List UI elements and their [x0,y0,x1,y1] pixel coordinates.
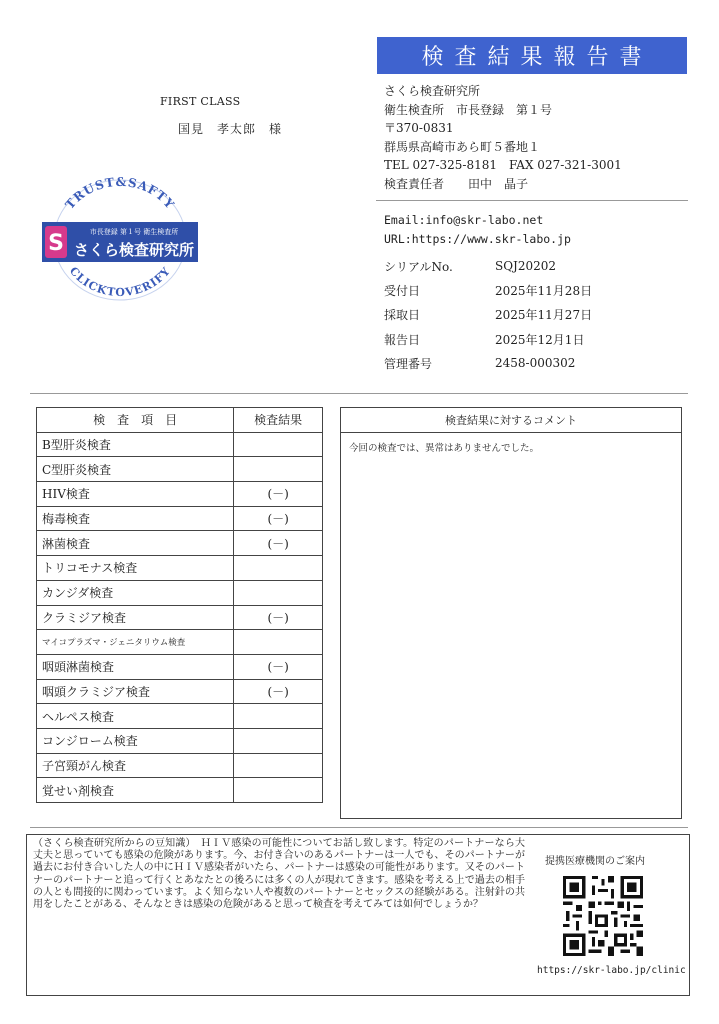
test-name: 咽頭クラミジア検査 [37,679,234,704]
lab-postal: 〒370-0831 [384,121,454,135]
meta-label: 採取日 [384,308,421,323]
recipient-class: FIRST CLASS [160,95,241,108]
table-row [37,531,323,556]
lab-logo [40,176,200,304]
test-result: (－) [234,679,323,704]
test-name: 梅毒検査 [37,506,234,531]
lab-name: さくら検査研究所 [384,84,481,98]
test-name: カンジダ検査 [37,580,234,605]
table-row [37,556,323,581]
header-test-item: 検 査 項 目 [37,408,234,433]
test-result [234,728,323,753]
test-result: (－) [234,605,323,630]
test-name: HIV検査 [37,482,234,507]
clinic-url[interactable]: https://skr-labo.jp/clinic [537,965,686,976]
table-row [37,778,323,803]
test-result [234,778,323,803]
meta-label: シリアルNo. [384,259,453,274]
test-result: (－) [234,506,323,531]
test-result [234,457,323,482]
recipient-name: 国見 孝太郎 様 [178,122,283,136]
test-name: C型肝炎検査 [37,457,234,482]
test-name: 淋菌検査 [37,531,234,556]
meta-value: 2458-000302 [495,356,576,371]
test-name: B型肝炎検査 [37,432,234,457]
logo-main-text: さくら検査研究所 [73,241,195,259]
lab-url[interactable]: URL:https://www.skr-labo.jp [384,232,571,246]
meta-row-collected [384,303,592,327]
qr-code-icon[interactable] [563,876,643,956]
svg-text:TRUST&SAFTY [63,176,178,212]
table-row [37,654,323,679]
meta-value: SQJ20202 [495,259,557,274]
meta-label: 報告日 [384,332,421,347]
logo-bottom-arc-text: CLICKTOVERIFY [66,264,174,300]
table-row [37,580,323,605]
clinic-label: 提携医療機関のご案内 [545,856,645,867]
contact-info [384,211,571,249]
logo-sub-text: 市長登録 第１号 衛生検査所 [89,228,179,236]
meta-value: 2025年12月1日 [495,332,585,347]
trivia-text: （さくら検査研究所からの豆知識） ＨＩＶ感染の可能性についてお話し致します。特定のパートナーなら大丈夫と思っていても感染の危険があります。今、お付き合いのあるパートナーは一人でも、そのパートナーが過去にお付き合いした人の中にＨＩＶ感染者がいたら、パートナーは感染の可能性があります。又そのパートナーのパートナーと追って行くとあなたとの後ろには多くの人が現れてきます。感染を考える上で過去の相手の人とも間接的に関わっています。よく知らない人や複数のパートナーとセックスの経験がある。注射針の共用をしたことがある、そんなときは感染の危険があると思って検査を考えてみては如何でしょうか？ [33,838,525,911]
lab-address: 群馬県高崎市あら町５番地１ [384,139,541,154]
meta-row-serial [384,254,592,278]
test-result [234,580,323,605]
lab-info [384,82,622,193]
test-name: 咽頭淋菌検査 [37,654,234,679]
meta-label: 受付日 [384,283,421,298]
svg-text:CLICKTOVERIFY [67,264,173,299]
lab-registration: 衛生検査所 市長登録 第１号 [384,102,553,117]
test-result [234,753,323,778]
test-results-table [36,407,323,803]
logo-badge-letter: S [48,231,64,256]
test-name: 覚せい剤検査 [37,778,234,803]
table-row [37,728,323,753]
test-result: (－) [234,654,323,679]
table-row [37,457,323,482]
divider-lab [376,200,688,201]
meta-row-control [384,351,592,375]
meta-row-received [384,278,592,302]
test-name: トリコモナス検査 [37,556,234,581]
test-result: (－) [234,482,323,507]
header-test-result: 検査結果 [234,408,323,433]
test-name: ヘルペス検査 [37,704,234,729]
meta-row-reported [384,327,592,351]
table-row [37,605,323,630]
test-name: 子宮頸がん検査 [37,753,234,778]
lab-email[interactable]: Email:info@skr-labo.net [384,213,544,227]
test-result [234,704,323,729]
table-row [37,482,323,507]
meta-value: 2025年11月27日 [495,308,593,323]
test-name: クラミジア検査 [37,605,234,630]
table-header-row [37,408,323,433]
table-row [37,753,323,778]
test-result [234,630,323,655]
table-row [37,432,323,457]
table-row [37,679,323,704]
test-result [234,432,323,457]
comment-header: 検査結果に対するコメント [341,408,681,433]
meta-value: 2025年11月28日 [495,283,593,298]
logo-top-arc-text: TRUST&SAFTY [62,176,178,212]
test-result: (－) [234,531,323,556]
report-meta [384,254,592,375]
test-result [234,556,323,581]
lab-phone-fax: TEL 027-325-8181 FAX 027-321-3001 [384,158,622,172]
report-title: 検査結果報告書 [377,37,687,74]
divider-header [30,393,688,394]
comment-text: 今回の検査では、異常はありませんでした。 [349,443,540,454]
table-row [37,630,323,655]
divider-footer [30,827,688,828]
table-row [37,506,323,531]
comment-box [340,407,682,819]
footer-box [26,834,690,996]
table-row [37,704,323,729]
meta-label: 管理番号 [384,356,433,371]
test-name: マイコプラズマ・ジェニタリウム検査 [37,630,234,655]
lab-manager: 検査責任者 田中 晶子 [384,176,529,191]
test-name: コンジローム検査 [37,728,234,753]
